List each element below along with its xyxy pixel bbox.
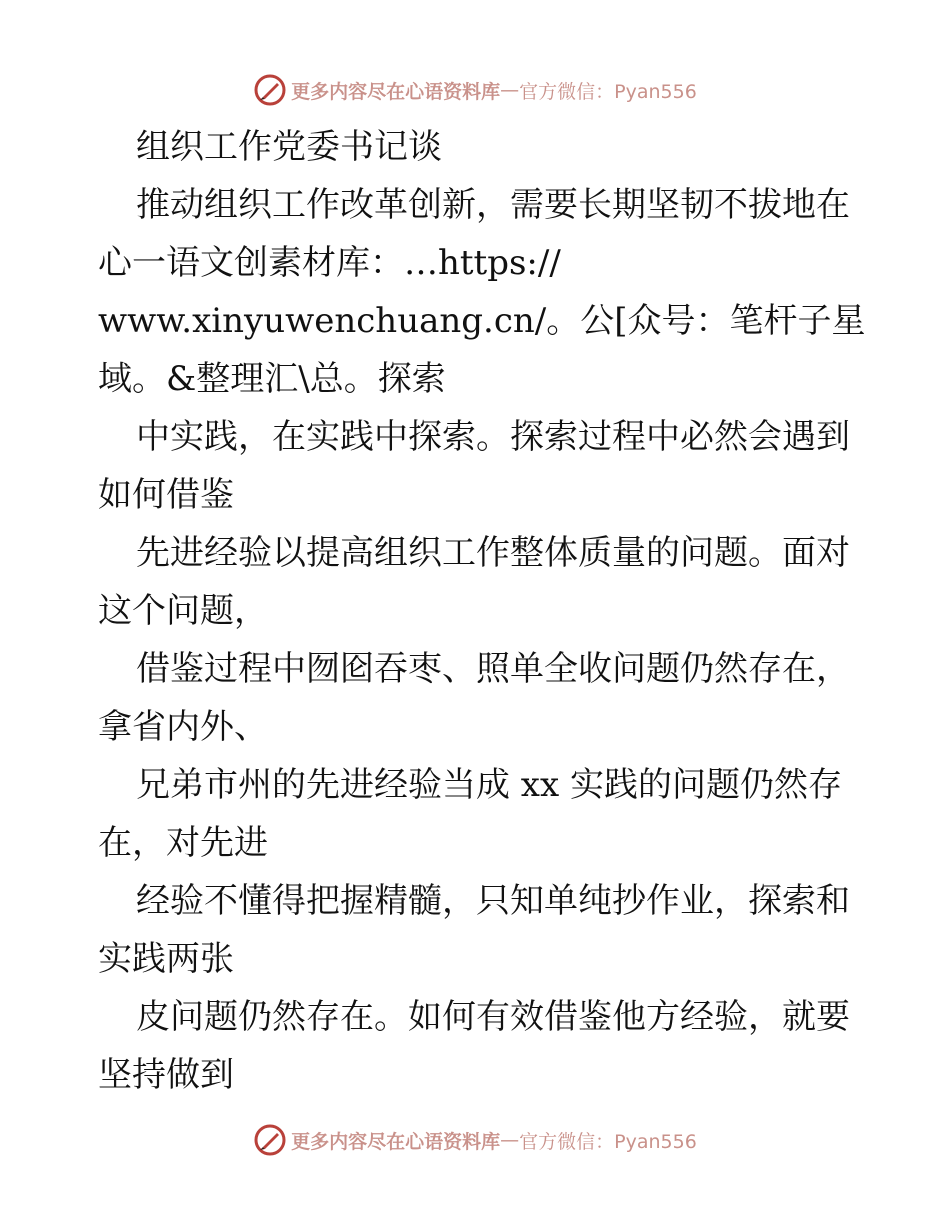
text-line: www.xinyuwenchuang.cn/。公[众号：笔杆子星 xyxy=(98,301,866,341)
text-line: 这个问题， xyxy=(98,591,268,631)
text-line: 推动组织工作改革创新，需要长期坚韧不拔地在 xyxy=(136,185,850,225)
text-line: 兄弟市州的先进经验当成 xx 实践的问题仍然存 xyxy=(136,765,842,805)
text-line: 借鉴过程中囫囵吞枣、照单全收问题仍然存在， xyxy=(136,649,850,689)
banner-dash: — xyxy=(500,79,520,101)
text-line: 中实践，在实践中探索。探索过程中必然会遇到 xyxy=(136,417,850,457)
quill-circle-icon xyxy=(253,73,287,107)
banner-dash: — xyxy=(500,1129,520,1151)
banner-title: 更多内容尽在心语资料库 xyxy=(291,1130,501,1153)
text-line: 坚持做到 xyxy=(98,1055,234,1095)
banner-title: 更多内容尽在心语资料库 xyxy=(291,80,501,103)
banner-wechat: 官方微信：Pyan556 xyxy=(519,1130,697,1153)
text-line: 经验不懂得把握精髓，只知单纯抄作业，探索和 xyxy=(136,881,850,921)
text-line: 组织工作党委书记谈 xyxy=(136,127,442,167)
quill-circle-icon xyxy=(253,1123,287,1157)
text-line: 心一语文创素材库：…https:// xyxy=(98,243,561,283)
banner-wechat: 官方微信：Pyan556 xyxy=(519,80,697,103)
header-banner xyxy=(0,70,950,110)
text-line: 拿省内外、 xyxy=(98,707,268,747)
document-body xyxy=(98,118,866,1104)
text-line: 如何借鉴 xyxy=(98,475,234,515)
text-line: 在，对先进 xyxy=(98,823,268,863)
text-line: 域。&整理汇\总。探索 xyxy=(98,359,446,399)
text-line: 皮问题仍然存在。如何有效借鉴他方经验，就要 xyxy=(136,997,850,1037)
footer-banner xyxy=(0,1120,950,1160)
text-line: 先进经验以提高组织工作整体质量的问题。面对 xyxy=(136,533,850,573)
text-line: 实践两张 xyxy=(98,939,234,979)
